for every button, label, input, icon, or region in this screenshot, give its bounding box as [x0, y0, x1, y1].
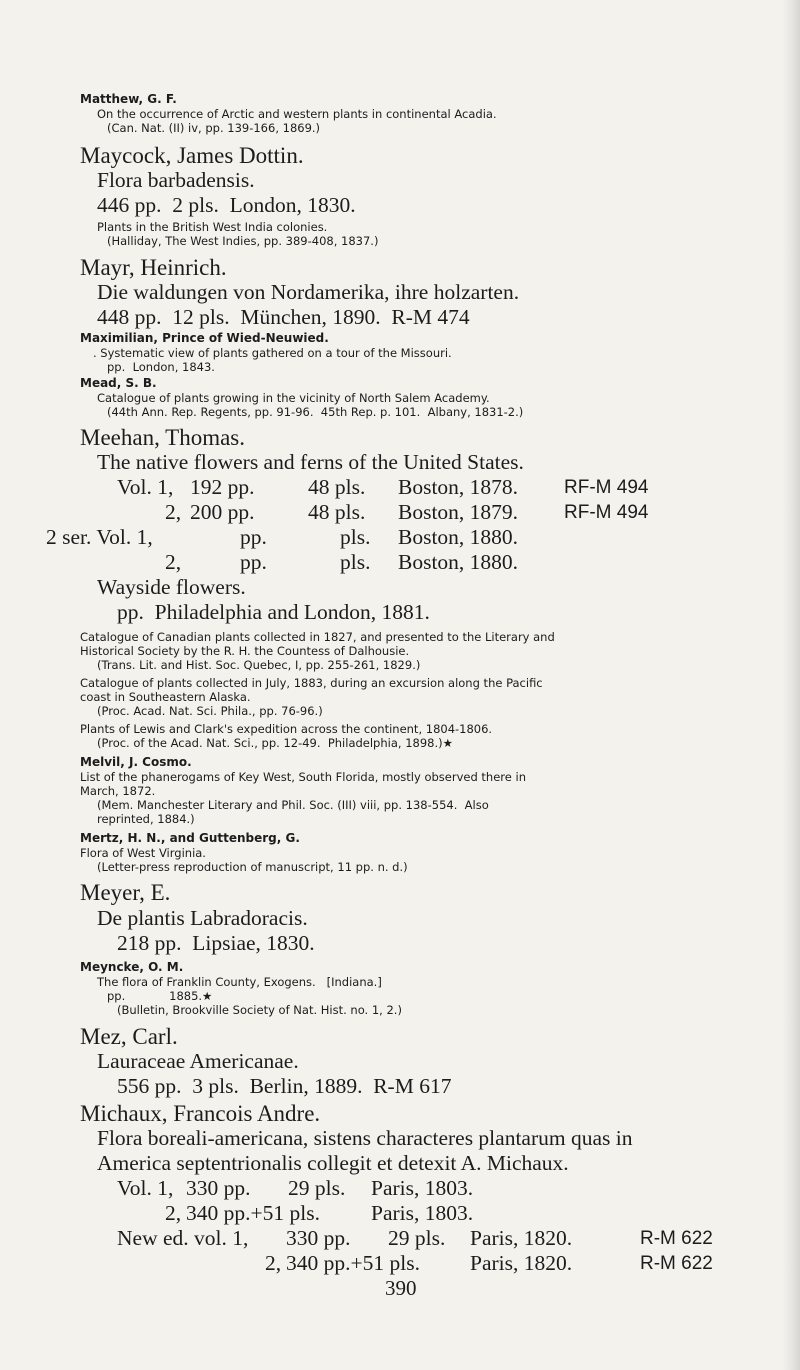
entry-maycock-title: Flora barbadensis.: [97, 168, 255, 192]
entry-mertz-line2: (Letter-press reproduction of manuscript, 11 pp. n. d.): [97, 860, 408, 874]
volume-plates: 29 pls.: [388, 1226, 446, 1250]
volume-plates: pls.: [340, 550, 371, 574]
entry-matthew-author: Matthew, G. F.: [80, 92, 177, 106]
volume-label: 2 ser. Vol. 1,: [46, 525, 153, 549]
entry-meehan-catalogue-alaska-ref: (Proc. Acad. Nat. Sci. Phila., pp. 76-96.): [97, 704, 323, 718]
volume-place: Boston, 1879.: [398, 500, 519, 524]
entry-melvil-line3: (Mem. Manchester Literary and Phil. Soc. (III) viii, pp. 138-554. Also: [97, 798, 489, 812]
volume-pages: 200 pp.: [190, 500, 255, 524]
volume-label: New ed. vol. 1,: [117, 1226, 249, 1250]
volume-pages: pp.: [240, 550, 267, 574]
entry-mez-author: Mez, Carl.: [80, 1024, 178, 1049]
entry-mayr-imprint: 448 pp. 12 pls. München, 1890. R-M 474: [97, 305, 470, 329]
volume-pages: 192 pp.: [190, 475, 255, 499]
entry-meyncke-line3: (Bulletin, Brookville Society of Nat. Hist. no. 1, 2.): [117, 1003, 402, 1017]
volume-place: Paris, 1803.: [371, 1176, 474, 1200]
entry-meehan-catalogue-alaska-2: coast in Southeastern Alaska.: [80, 690, 251, 704]
entry-maycock-imprint: 446 pp. 2 pls. London, 1830.: [97, 193, 356, 217]
entry-meehan-catalogue-canadian-ref: (Trans. Lit. and Hist. Soc. Quebec, I, pp. 255-261, 1829.): [97, 658, 421, 672]
entry-mertz-line1: Flora of West Virginia.: [80, 846, 206, 860]
volume-place: Paris, 1820.: [470, 1226, 573, 1250]
volume-place: Boston, 1878.: [398, 475, 519, 499]
entry-mead-line1: Catalogue of plants growing in the vicinity of North Salem Academy.: [97, 391, 490, 405]
entry-meyncke-line2: pp. 1885.★: [107, 989, 213, 1003]
volume-pages: pp.: [240, 525, 267, 549]
entry-mertz-author: Mertz, H. N., and Guttenberg, G.: [80, 831, 300, 845]
entry-meehan-catalogue-canadian-2: Historical Society by the R. H. the Countess of Dalhousie.: [80, 644, 410, 658]
volume-plates: pls.: [340, 525, 371, 549]
volume-shelfmark: R-M 622: [640, 1253, 713, 1274]
volume-plates: 48 pls.: [308, 475, 366, 499]
volume-shelfmark: RF-M 494: [564, 502, 649, 523]
entry-mayr-title: Die waldungen von Nordamerika, ihre holzarten.: [97, 280, 520, 304]
entry-meehan-lewis-clark: Plants of Lewis and Clark's expedition across the continent, 1804-1806.: [80, 722, 493, 736]
volume-place: Boston, 1880.: [398, 550, 519, 574]
entry-melvil-line4: reprinted, 1884.): [97, 812, 195, 826]
entry-meyer-imprint: 218 pp. Lipsiae, 1830.: [117, 931, 315, 955]
entry-meehan-imprint2: pp. Philadelphia and London, 1881.: [117, 600, 430, 624]
entry-michaux-title1: Flora boreali-americana, sistens characteres plantarum quas in: [97, 1126, 633, 1150]
entry-mez-imprint: 556 pp. 3 pls. Berlin, 1889. R-M 617: [117, 1074, 452, 1098]
entry-maycock-note1: Plants in the British West India colonies.: [97, 220, 328, 234]
volume-label: 2,: [265, 1251, 282, 1275]
entry-meehan-lewis-clark-ref: (Proc. of the Acad. Nat. Sci., pp. 12-49. Philadelphia, 1898.)★: [97, 736, 453, 750]
entry-mead-author: Mead, S. B.: [80, 376, 157, 390]
entry-michaux-title2: America septentrionalis collegit et detexit A. Michaux.: [97, 1151, 569, 1175]
volume-place: Paris, 1820.: [470, 1251, 573, 1275]
volume-pages: 340 pp.+51 pls.: [286, 1251, 420, 1275]
entry-meehan-catalogue-alaska: Catalogue of plants collected in July, 1883, during an excursion along the Pacific: [80, 676, 543, 690]
entry-meehan-catalogue-canadian: Catalogue of Canadian plants collected in 1827, and presented to the Literary and: [80, 630, 555, 644]
entry-meyer-title: De plantis Labradoracis.: [97, 906, 308, 930]
entry-maximilian-line1: . Systematic view of plants gathered on a tour of the Missouri.: [93, 346, 452, 360]
volume-pages: 330 pp.: [186, 1176, 251, 1200]
entry-matthew-line2: (Can. Nat. (II) iv, pp. 139-166, 1869.): [107, 121, 321, 135]
page-edge-shadow: [782, 0, 800, 1370]
entry-matthew-line1: On the occurrence of Arctic and western plants in continental Acadia.: [97, 107, 497, 121]
entry-michaux-author: Michaux, Francois Andre.: [80, 1101, 321, 1126]
entry-mayr-author: Mayr, Heinrich.: [80, 255, 227, 280]
entry-meyncke-author: Meyncke, O. M.: [80, 960, 184, 974]
entry-mead-line2: (44th Ann. Rep. Regents, pp. 91-96. 45th Rep. p. 101. Albany, 1831-2.): [107, 405, 524, 419]
entry-maximilian-author: Maximilian, Prince of Wied-Neuwied.: [80, 331, 329, 345]
volume-place: Boston, 1880.: [398, 525, 519, 549]
volume-label: Vol. 1,: [117, 1176, 174, 1200]
entry-melvil-author: Melvil, J. Cosmo.: [80, 755, 192, 769]
page-number: 390: [385, 1276, 417, 1300]
volume-shelfmark: R-M 622: [640, 1228, 713, 1249]
entry-mez-title: Lauraceae Americanae.: [97, 1049, 299, 1073]
entry-maximilian-line2: pp. London, 1843.: [107, 360, 215, 374]
entry-meyncke-line1: The flora of Franklin County, Exogens. [Indiana.]: [97, 975, 382, 989]
volume-pages: 340 pp.+51 pls.: [186, 1201, 320, 1225]
volume-label: 2,: [165, 500, 182, 524]
volume-label: 2,: [165, 550, 182, 574]
entry-meehan-author: Meehan, Thomas.: [80, 425, 246, 450]
entry-maycock-note2: (Halliday, The West Indies, pp. 389-408, 1837.): [107, 234, 379, 248]
volume-pages: 330 pp.: [286, 1226, 351, 1250]
entry-melvil-line2: March, 1872.: [80, 784, 156, 798]
volume-label: 2,: [165, 1201, 182, 1225]
entry-maycock-author: Maycock, James Dottin.: [80, 143, 304, 168]
entry-melvil-line1: List of the phanerogams of Key West, South Florida, mostly observed there in: [80, 770, 526, 784]
volume-plates: 29 pls.: [288, 1176, 346, 1200]
volume-place: Paris, 1803.: [371, 1201, 474, 1225]
volume-plates: 48 pls.: [308, 500, 366, 524]
entry-meehan-title: The native flowers and ferns of the United States.: [97, 450, 524, 474]
entry-meyer-author: Meyer, E.: [80, 880, 171, 905]
volume-label: Vol. 1,: [117, 475, 174, 499]
volume-shelfmark: RF-M 494: [564, 477, 649, 498]
entry-meehan-title2: Wayside flowers.: [97, 575, 246, 599]
